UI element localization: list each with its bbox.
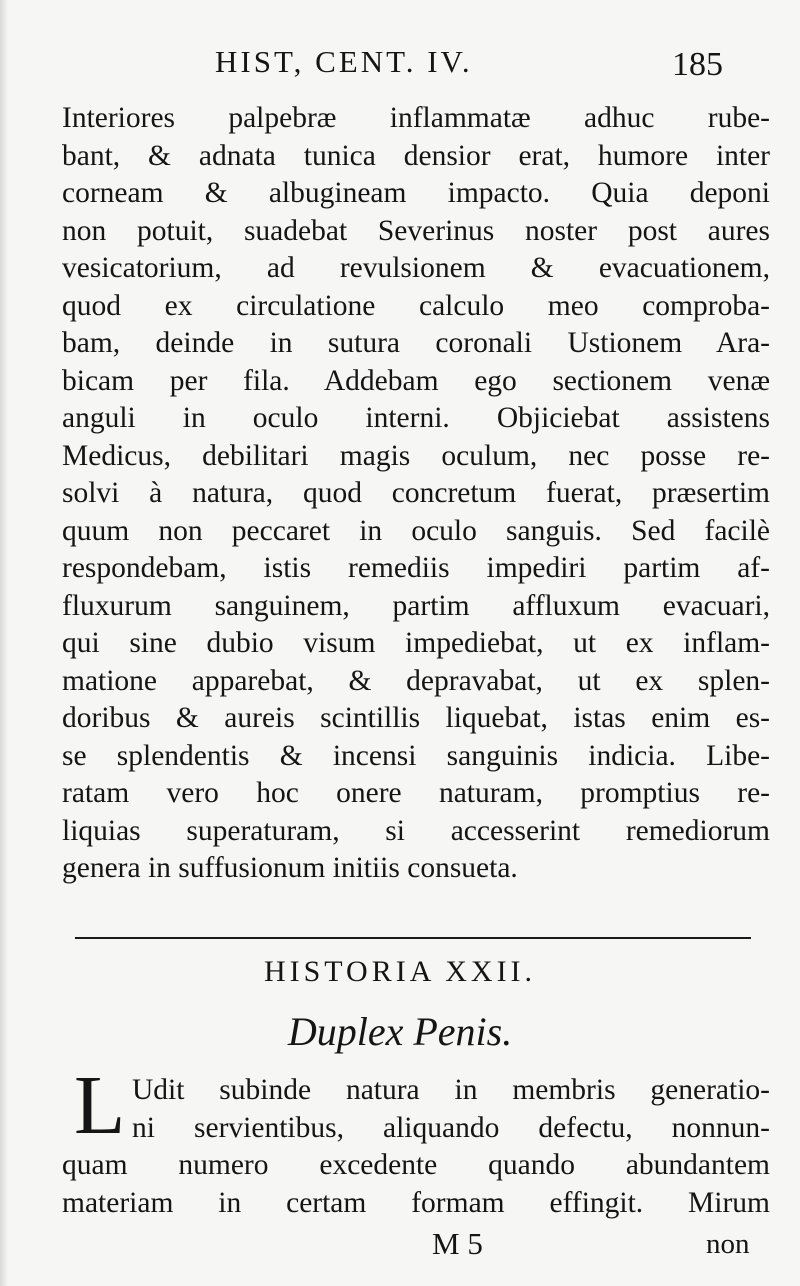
- text-line: se splendentis & incensi sanguinis indicia. Libe-: [62, 739, 770, 772]
- text-line: quod ex circulatione calculo meo comproba-: [62, 289, 770, 322]
- text-line: non potuit, suadebat Severinus noster post aures: [62, 214, 770, 247]
- text-line: bant, & adnata tunica densior erat, humore inter: [62, 139, 770, 172]
- text-line: vesicatorium, ad revulsionem & evacuationem,: [62, 252, 770, 284]
- drop-cap: L: [74, 1059, 126, 1152]
- catchword: non: [706, 1228, 750, 1260]
- text-line: liquias superaturam, si accesserint remediorum: [62, 814, 770, 847]
- text-line: respondebam, istis remediis impediri partim af-: [62, 552, 770, 584]
- text-line: corneam & albugineam impacto. Quia deponi: [62, 177, 770, 209]
- text-line: matione apparebat, & depravabat, ut ex splen-: [62, 664, 770, 697]
- text-line: bicam per fila. Addebam ego sectionem venæ: [62, 364, 770, 397]
- text-line: quum non peccaret in oculo sanguis. Sed facilè: [62, 514, 770, 547]
- text-line: fluxurum sanguinem, partim affluxum evacuari,: [62, 589, 770, 622]
- section-subtitle: Duplex Penis.: [287, 1009, 513, 1054]
- text-line: quam numero excedente quando abundantem: [62, 1149, 770, 1181]
- text-line: doribus & aureis scintillis liquebat, istas enim es-: [62, 702, 770, 734]
- main-text-block: [62, 100, 770, 888]
- section-divider: [75, 937, 751, 939]
- page-number: 185: [672, 46, 723, 83]
- running-head: HIST, CENT. IV.: [215, 44, 473, 79]
- scan-edge: [0, 0, 8, 1286]
- text-line: anguli in oculo interni. Objiciebat assistens: [62, 402, 770, 434]
- page-header: [0, 44, 800, 94]
- text-line: qui sine dubio visum impediebat, ut ex inflam-: [62, 627, 770, 659]
- section-heading: HISTORIA XXII.: [263, 955, 537, 988]
- text-line: solvi à natura, quod concretum fuerat, præsertim: [62, 477, 770, 509]
- text-line: ratam vero hoc onere naturam, promptius re-: [62, 777, 770, 809]
- signature-mark: M 5: [432, 1226, 483, 1261]
- text-line: bam, deinde in sutura coronali Ustionem Ara-: [62, 327, 770, 359]
- text-line: Udit subinde natura in membris generatio-: [132, 1074, 770, 1106]
- text-line: Medicus, debilitari magis oculum, nec posse re-: [62, 439, 770, 472]
- text-line: materiam in certam formam effingit. Mirum: [62, 1186, 770, 1219]
- text-line: Interiores palpebræ inflammatæ adhuc rube-: [62, 102, 770, 134]
- text-line: genera in suffusionum initiis consueta.: [62, 852, 518, 884]
- text-line: ni servientibus, aliquando defectu, nonnun-: [132, 1111, 770, 1144]
- section-text-block: [62, 1072, 770, 1222]
